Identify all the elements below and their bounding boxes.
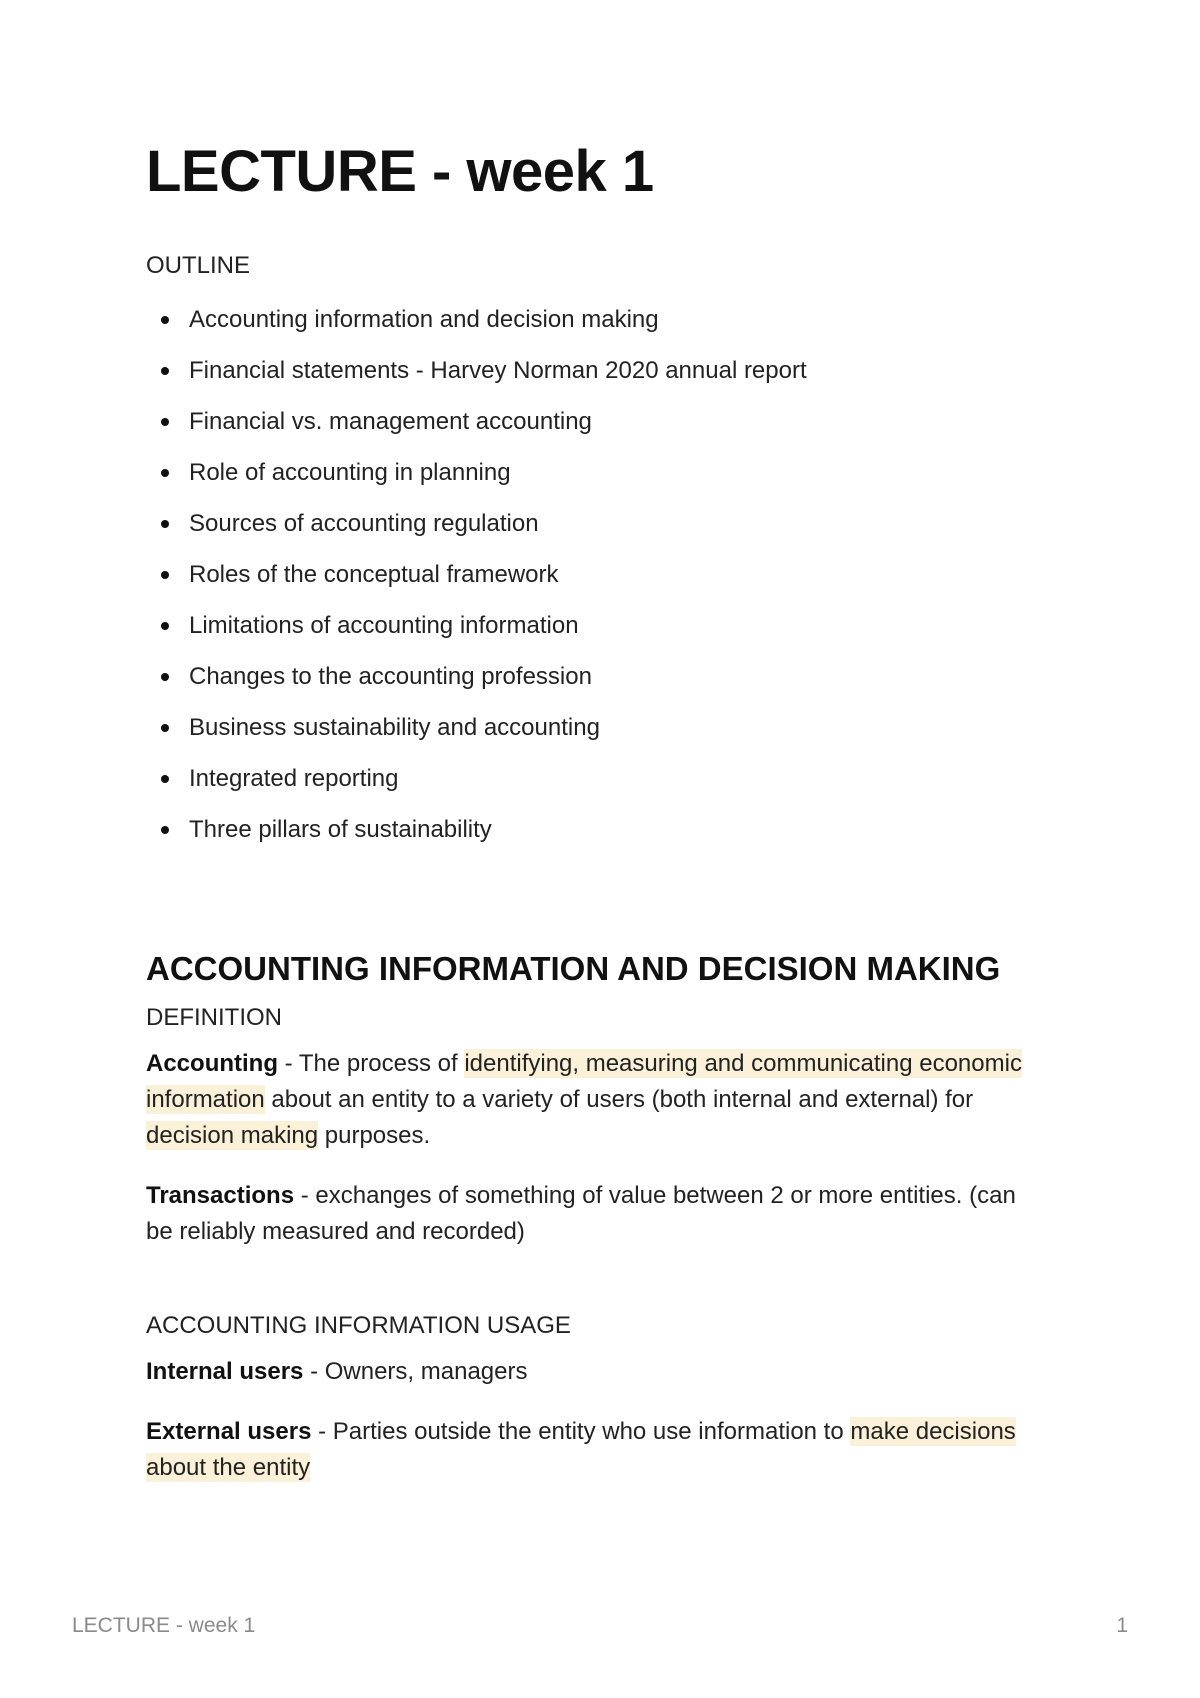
bullet-icon — [161, 418, 169, 426]
outline-item-text: Three pillars of sustainability — [189, 815, 492, 843]
outline-item-text: Sources of accounting regulation — [189, 509, 539, 537]
accounting-definition — [146, 1046, 1046, 1154]
outline-item-text: Business sustainability and accounting — [189, 713, 600, 741]
term-transactions: Transactions — [146, 1181, 295, 1209]
highlighted-text: decision making — [146, 1121, 319, 1149]
outline-item-text: Role of accounting in planning — [189, 458, 511, 486]
outline-item — [146, 396, 1046, 447]
bullet-icon — [161, 469, 169, 477]
highlighted-text: identifying, measuring and communicating economic information — [146, 1049, 1022, 1113]
footer-title: LECTURE - week 1 — [72, 1614, 256, 1637]
highlighted-text: make decisions about the entity — [146, 1417, 1016, 1481]
bullet-icon — [161, 571, 169, 579]
term-accounting: Accounting — [146, 1049, 278, 1077]
outline-label: OUTLINE — [146, 251, 251, 279]
outline-item — [146, 651, 1046, 702]
bullet-icon — [161, 622, 169, 630]
outline-item — [146, 600, 1046, 651]
outline-item — [146, 345, 1046, 396]
outline-item — [146, 447, 1046, 498]
outline-item — [146, 549, 1046, 600]
page-number: 1 — [1116, 1614, 1128, 1637]
bullet-icon — [161, 520, 169, 528]
definition-text: - exchanges of something of value between 2 or more entities. (can be reliably measured and recorded) — [146, 1181, 1016, 1245]
definition-text: - Owners, managers — [303, 1357, 528, 1385]
bullet-icon — [161, 775, 169, 783]
bullet-icon — [161, 367, 169, 375]
page-title: LECTURE - week 1 — [146, 139, 654, 204]
outline-item — [146, 498, 1046, 549]
bullet-icon — [161, 826, 169, 834]
outline-item — [146, 804, 1046, 855]
term-external-users: External users — [146, 1417, 312, 1445]
usage-label: ACCOUNTING INFORMATION USAGE — [146, 1311, 571, 1339]
outline-item-text: Changes to the accounting profession — [189, 662, 592, 690]
outline-item-text: Accounting information and decision making — [189, 305, 659, 333]
definition-text: - Parties outside the entity who use information to — [311, 1417, 851, 1445]
outline-item — [146, 753, 1046, 804]
internal-users-definition — [146, 1354, 1046, 1390]
section-heading: ACCOUNTING INFORMATION AND DECISION MAKING — [146, 949, 1001, 987]
outline-item-text: Financial statements - Harvey Norman 2020 annual report — [189, 356, 807, 384]
transactions-definition — [146, 1178, 1046, 1250]
bullet-icon — [161, 724, 169, 732]
definition-text: about an entity to a variety of users (both internal and external) for — [264, 1085, 974, 1113]
outline-list — [146, 294, 1046, 855]
definition-text: - The process of — [278, 1049, 465, 1077]
outline-item-text: Roles of the conceptual framework — [189, 560, 559, 588]
outline-item-text: Financial vs. management accounting — [189, 407, 592, 435]
definition-label: DEFINITION — [146, 1003, 282, 1031]
external-users-definition — [146, 1414, 1046, 1486]
outline-item — [146, 294, 1046, 345]
bullet-icon — [161, 316, 169, 324]
bullet-icon — [161, 673, 169, 681]
term-internal-users: Internal users — [146, 1357, 304, 1385]
outline-item-text: Limitations of accounting information — [189, 611, 579, 639]
page-content — [146, 140, 1046, 1510]
outline-item-text: Integrated reporting — [189, 764, 399, 792]
outline-item — [146, 702, 1046, 753]
definition-text: purposes. — [318, 1121, 431, 1149]
